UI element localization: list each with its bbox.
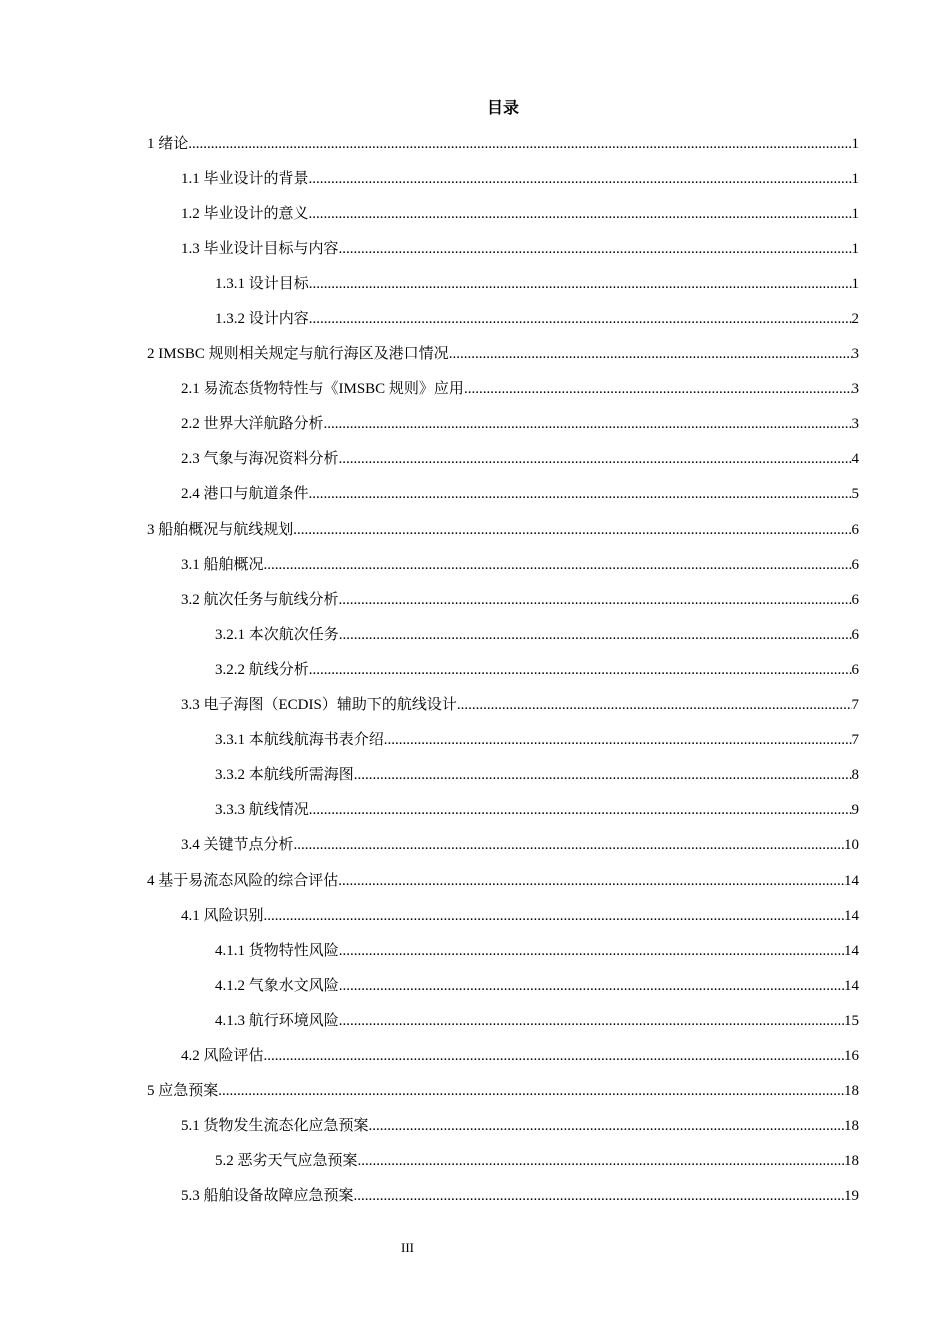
- toc-entry-page-number: 14: [844, 942, 859, 959]
- toc-dot-leader: [339, 450, 852, 468]
- toc-entry[interactable]: [0, 828, 950, 863]
- toc-title: 目录: [486, 98, 519, 117]
- toc-entry-label: 3 船舶概况与航线规划: [147, 521, 294, 538]
- toc-entry[interactable]: [0, 512, 950, 547]
- toc-entry-page-number: 9: [851, 802, 859, 819]
- toc-dot-leader: [354, 766, 852, 784]
- toc-dot-leader: [384, 731, 852, 749]
- toc-entry[interactable]: [0, 688, 950, 723]
- toc-entry-page-number: 2: [851, 311, 859, 328]
- toc-entry-label: 1.3 毕业设计目标与内容: [181, 240, 339, 257]
- toc-entry-label: 2 IMSBC 规则相关规定与航行海区及港口情况: [147, 346, 449, 363]
- toc-dot-leader: [354, 1187, 844, 1205]
- toc-dot-leader: [464, 380, 852, 398]
- toc-entry-label: 5 应急预案: [147, 1083, 219, 1100]
- toc-dot-leader: [457, 696, 852, 714]
- toc-entry-label: 4.1.1 货物特性风险: [215, 942, 339, 959]
- toc-entry-page-number: 18: [844, 1083, 859, 1100]
- toc-entry-page-number: 4: [851, 451, 859, 468]
- toc-entry-page-number: 1: [851, 240, 859, 257]
- toc-entry[interactable]: [0, 968, 950, 1003]
- toc-entry[interactable]: [0, 547, 950, 582]
- toc-dot-leader: [309, 485, 852, 503]
- toc-entry-page-number: 1: [851, 275, 859, 292]
- toc-dot-leader: [309, 170, 852, 188]
- toc-entry-label: 1.3.2 设计内容: [215, 311, 309, 328]
- toc-dot-leader: [358, 1152, 844, 1170]
- toc-dot-leader: [339, 977, 844, 995]
- toc-dot-leader: [339, 942, 844, 960]
- toc-entry[interactable]: [0, 126, 950, 161]
- toc-dot-leader: [309, 205, 852, 223]
- toc-entry[interactable]: [0, 898, 950, 933]
- toc-entry-label: 2.1 易流态货物特性与《IMSBC 规则》应用: [181, 381, 464, 398]
- toc-dot-leader: [309, 801, 852, 819]
- toc-entry[interactable]: [0, 1074, 950, 1109]
- toc-entry-page-number: 19: [844, 1188, 859, 1205]
- toc-entry-label: 4.2 风险评估: [181, 1047, 264, 1064]
- toc-entry-label: 3.3.3 航线情况: [215, 802, 309, 819]
- toc-entry-page-number: 14: [844, 977, 859, 994]
- toc-entry-page-number: 15: [844, 1012, 859, 1029]
- toc-entry[interactable]: [0, 477, 950, 512]
- toc-entry[interactable]: [0, 793, 950, 828]
- toc-entry-label: 4.1.3 航行环境风险: [215, 1012, 339, 1029]
- toc-entry-page-number: 7: [851, 732, 859, 749]
- toc-entry-page-number: 6: [851, 521, 859, 538]
- toc-dot-leader: [339, 626, 852, 644]
- toc-entry-label: 3.2 航次任务与航线分析: [181, 591, 339, 608]
- toc-list: [0, 126, 950, 1214]
- toc-entry[interactable]: [0, 582, 950, 617]
- toc-dot-leader: [309, 310, 852, 328]
- toc-entry[interactable]: [0, 863, 950, 898]
- toc-entry-label: 3.4 关键节点分析: [181, 837, 294, 854]
- toc-dot-leader: [264, 556, 852, 574]
- toc-entry-label: 2.2 世界大洋航路分析: [181, 416, 324, 433]
- toc-dot-leader: [294, 836, 844, 854]
- toc-entry-label: 4.1 风险识别: [181, 907, 264, 924]
- toc-entry-label: 1.2 毕业设计的意义: [181, 205, 309, 222]
- toc-entry[interactable]: [0, 1003, 950, 1038]
- toc-entry-page-number: 14: [844, 907, 859, 924]
- toc-entry-page-number: 1: [851, 135, 859, 152]
- toc-entry-label: 2.3 气象与海况资料分析: [181, 451, 339, 468]
- toc-entry[interactable]: [0, 407, 950, 442]
- toc-entry[interactable]: [0, 933, 950, 968]
- toc-dot-leader: [293, 521, 851, 539]
- toc-entry[interactable]: [0, 372, 950, 407]
- toc-entry-label: 3.3 电子海图（ECDIS）辅助下的航线设计: [181, 697, 457, 714]
- toc-entry-label: 4.1.2 气象水文风险: [215, 977, 339, 994]
- toc-entry[interactable]: [0, 1038, 950, 1073]
- toc-entry-page-number: 18: [844, 1153, 859, 1170]
- toc-entry-label: 1 绪论: [147, 135, 189, 152]
- toc-entry-page-number: 6: [851, 661, 859, 678]
- toc-dot-leader: [324, 415, 852, 433]
- toc-dot-leader: [449, 345, 852, 363]
- toc-dot-leader: [339, 240, 852, 258]
- toc-entry[interactable]: [0, 266, 950, 301]
- toc-entry-label: 4 基于易流态风险的综合评估: [147, 872, 339, 889]
- toc-entry-page-number: 18: [844, 1118, 859, 1135]
- toc-entry-page-number: 8: [851, 767, 859, 784]
- toc-entry-label: 1.1 毕业设计的背景: [181, 170, 309, 187]
- toc-entry[interactable]: [0, 442, 950, 477]
- toc-entry-label: 3.2.2 航线分析: [215, 661, 309, 678]
- toc-entry-label: 5.1 货物发生流态化应急预案: [181, 1118, 369, 1135]
- toc-entry-page-number: 1: [851, 205, 859, 222]
- toc-dot-leader: [309, 275, 852, 293]
- toc-entry-label: 3.3.2 本航线所需海图: [215, 767, 354, 784]
- toc-entry-page-number: 10: [844, 837, 859, 854]
- toc-entry-page-number: 3: [851, 346, 859, 363]
- toc-entry-label: 3.3.1 本航线航海书表介绍: [215, 732, 384, 749]
- toc-entry-label: 5.2 恶劣天气应急预案: [215, 1153, 358, 1170]
- toc-entry-label: 3.2.1 本次航次任务: [215, 626, 339, 643]
- toc-entry[interactable]: [0, 723, 950, 758]
- toc-dot-leader: [188, 135, 851, 153]
- toc-entry[interactable]: [0, 1109, 950, 1144]
- toc-entry[interactable]: [0, 301, 950, 336]
- toc-entry-label: 5.3 船舶设备故障应急预案: [181, 1188, 354, 1205]
- toc-entry[interactable]: [0, 617, 950, 652]
- toc-dot-leader: [264, 907, 844, 925]
- toc-entry-page-number: 5: [851, 486, 859, 503]
- toc-entry[interactable]: [0, 161, 950, 196]
- toc-dot-leader: [339, 1012, 844, 1030]
- toc-entry-label: 3.1 船舶概况: [181, 556, 264, 573]
- page-number: III: [401, 1240, 414, 1255]
- toc-entry[interactable]: [0, 196, 950, 231]
- toc-entry[interactable]: [0, 652, 950, 687]
- toc-dot-leader: [264, 1047, 844, 1065]
- toc-entry-page-number: 1: [851, 170, 859, 187]
- toc-entry-page-number: 14: [844, 872, 859, 889]
- toc-entry-page-number: 16: [844, 1047, 859, 1064]
- toc-entry[interactable]: [0, 231, 950, 266]
- toc-entry-label: 1.3.1 设计目标: [215, 275, 309, 292]
- toc-entry-page-number: 7: [851, 697, 859, 714]
- toc-entry-page-number: 6: [851, 556, 859, 573]
- toc-entry-page-number: 3: [851, 416, 859, 433]
- toc-dot-leader: [339, 591, 852, 609]
- toc-dot-leader: [369, 1117, 844, 1135]
- toc-entry-label: 2.4 港口与航道条件: [181, 486, 309, 503]
- toc-entry[interactable]: [0, 1144, 950, 1179]
- toc-entry[interactable]: [0, 337, 950, 372]
- toc-dot-leader: [309, 661, 852, 679]
- toc-entry[interactable]: [0, 758, 950, 793]
- toc-entry[interactable]: [0, 1179, 950, 1214]
- toc-entry-page-number: 6: [851, 591, 859, 608]
- toc-dot-leader: [218, 1082, 844, 1100]
- toc-entry-page-number: 3: [851, 381, 859, 398]
- toc-entry-page-number: 6: [851, 626, 859, 643]
- toc-dot-leader: [338, 872, 844, 890]
